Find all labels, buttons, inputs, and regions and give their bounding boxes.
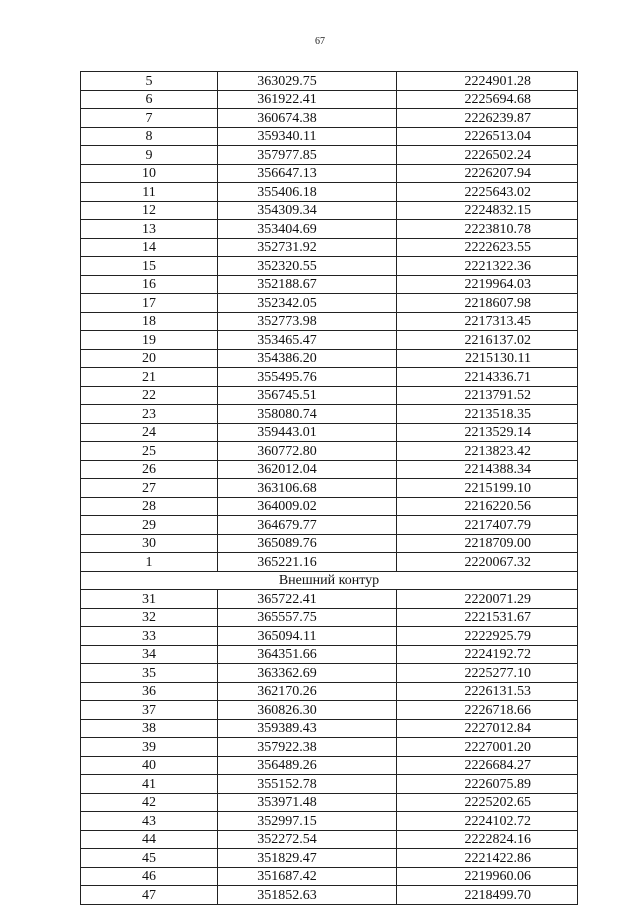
table-row: [81, 534, 578, 553]
point-number-cell: 9: [81, 146, 218, 165]
x-coordinate-cell: 352773.98: [218, 312, 397, 331]
y-coordinate-cell: 2226207.94: [397, 164, 578, 183]
x-coordinate-cell: 352997.15: [218, 812, 397, 831]
point-number-cell: 5: [81, 72, 218, 91]
y-coordinate-cell: 2222824.16: [397, 830, 578, 849]
table-row: [81, 553, 578, 572]
point-number-cell: 23: [81, 405, 218, 424]
x-coordinate-cell: 363106.68: [218, 479, 397, 498]
y-coordinate-cell: 2213791.52: [397, 386, 578, 405]
x-coordinate-cell: 351687.42: [218, 867, 397, 886]
x-coordinate-cell: 358080.74: [218, 405, 397, 424]
page-number: 67: [315, 36, 325, 47]
point-number-cell: 16: [81, 275, 218, 294]
x-coordinate-cell: 351852.63: [218, 886, 397, 905]
x-coordinate-cell: 354386.20: [218, 349, 397, 368]
point-number-cell: 42: [81, 793, 218, 812]
point-number-cell: 26: [81, 460, 218, 479]
point-number-cell: 17: [81, 294, 218, 313]
x-coordinate-cell: 355406.18: [218, 183, 397, 202]
table-row: [81, 812, 578, 831]
x-coordinate-cell: 353404.69: [218, 220, 397, 239]
x-coordinate-cell: 356489.26: [218, 756, 397, 775]
table-row: [81, 90, 578, 109]
point-number-cell: 33: [81, 627, 218, 646]
y-coordinate-cell: 2219960.06: [397, 867, 578, 886]
table-row: [81, 257, 578, 276]
section-row: [81, 571, 578, 590]
table-row: [81, 793, 578, 812]
point-number-cell: 10: [81, 164, 218, 183]
table-row: [81, 497, 578, 516]
x-coordinate-cell: 354309.34: [218, 201, 397, 220]
table-row: [81, 312, 578, 331]
table-row: [81, 719, 578, 738]
y-coordinate-cell: 2215199.10: [397, 479, 578, 498]
y-coordinate-cell: 2221422.86: [397, 849, 578, 868]
table-row: [81, 627, 578, 646]
point-number-cell: 36: [81, 682, 218, 701]
y-coordinate-cell: 2225643.02: [397, 183, 578, 202]
coordinates-table: [80, 71, 578, 905]
y-coordinate-cell: 2222623.55: [397, 238, 578, 257]
x-coordinate-cell: 352731.92: [218, 238, 397, 257]
x-coordinate-cell: 352272.54: [218, 830, 397, 849]
x-coordinate-cell: 362170.26: [218, 682, 397, 701]
y-coordinate-cell: 2214336.71: [397, 368, 578, 387]
x-coordinate-cell: 364009.02: [218, 497, 397, 516]
x-coordinate-cell: 365557.75: [218, 608, 397, 627]
y-coordinate-cell: 2225694.68: [397, 90, 578, 109]
table-row: [81, 294, 578, 313]
y-coordinate-cell: 2227001.20: [397, 738, 578, 757]
point-number-cell: 37: [81, 701, 218, 720]
table-row: [81, 146, 578, 165]
y-coordinate-cell: 2227012.84: [397, 719, 578, 738]
point-number-cell: 13: [81, 220, 218, 239]
y-coordinate-cell: 2213529.14: [397, 423, 578, 442]
point-number-cell: 34: [81, 645, 218, 664]
table-row: [81, 386, 578, 405]
y-coordinate-cell: 2225202.65: [397, 793, 578, 812]
section-title: Внешний контур: [81, 571, 578, 590]
table-row: [81, 442, 578, 461]
table-row: [81, 886, 578, 905]
point-number-cell: 15: [81, 257, 218, 276]
table-row: [81, 867, 578, 886]
y-coordinate-cell: 2224832.15: [397, 201, 578, 220]
point-number-cell: 44: [81, 830, 218, 849]
x-coordinate-cell: 364679.77: [218, 516, 397, 535]
point-number-cell: 6: [81, 90, 218, 109]
point-number-cell: 28: [81, 497, 218, 516]
point-number-cell: 25: [81, 442, 218, 461]
x-coordinate-cell: 360826.30: [218, 701, 397, 720]
y-coordinate-cell: 2226239.87: [397, 109, 578, 128]
point-number-cell: 27: [81, 479, 218, 498]
point-number-cell: 38: [81, 719, 218, 738]
table-row: [81, 664, 578, 683]
table-row: [81, 164, 578, 183]
y-coordinate-cell: 2226131.53: [397, 682, 578, 701]
point-number-cell: 11: [81, 183, 218, 202]
x-coordinate-cell: 361922.41: [218, 90, 397, 109]
point-number-cell: 18: [81, 312, 218, 331]
point-number-cell: 22: [81, 386, 218, 405]
point-number-cell: 20: [81, 349, 218, 368]
x-coordinate-cell: 356647.13: [218, 164, 397, 183]
point-number-cell: 1: [81, 553, 218, 572]
point-number-cell: 45: [81, 849, 218, 868]
x-coordinate-cell: 365094.11: [218, 627, 397, 646]
x-coordinate-cell: 363029.75: [218, 72, 397, 91]
y-coordinate-cell: 2224901.28: [397, 72, 578, 91]
table-row: [81, 183, 578, 202]
x-coordinate-cell: 365722.41: [218, 590, 397, 609]
x-coordinate-cell: 355152.78: [218, 775, 397, 794]
x-coordinate-cell: 351829.47: [218, 849, 397, 868]
x-coordinate-cell: 362012.04: [218, 460, 397, 479]
x-coordinate-cell: 357922.38: [218, 738, 397, 757]
y-coordinate-cell: 2226684.27: [397, 756, 578, 775]
table-row: [81, 238, 578, 257]
table-row: [81, 701, 578, 720]
table-row: [81, 682, 578, 701]
y-coordinate-cell: 2214388.34: [397, 460, 578, 479]
point-number-cell: 46: [81, 867, 218, 886]
table-row: [81, 645, 578, 664]
table-row: [81, 775, 578, 794]
table-row: [81, 849, 578, 868]
table-row: [81, 220, 578, 239]
point-number-cell: 41: [81, 775, 218, 794]
table-row: [81, 738, 578, 757]
y-coordinate-cell: 2218709.00: [397, 534, 578, 553]
point-number-cell: 35: [81, 664, 218, 683]
y-coordinate-cell: 2216137.02: [397, 331, 578, 350]
y-coordinate-cell: 2222925.79: [397, 627, 578, 646]
y-coordinate-cell: 2226075.89: [397, 775, 578, 794]
x-coordinate-cell: 353971.48: [218, 793, 397, 812]
x-coordinate-cell: 365221.16: [218, 553, 397, 572]
y-coordinate-cell: 2218499.70: [397, 886, 578, 905]
x-coordinate-cell: 355495.76: [218, 368, 397, 387]
x-coordinate-cell: 356745.51: [218, 386, 397, 405]
point-number-cell: 30: [81, 534, 218, 553]
y-coordinate-cell: 2220067.32: [397, 553, 578, 572]
x-coordinate-cell: 365089.76: [218, 534, 397, 553]
table-row: [81, 516, 578, 535]
x-coordinate-cell: 352188.67: [218, 275, 397, 294]
y-coordinate-cell: 2215130.11: [397, 349, 578, 368]
table-row: [81, 460, 578, 479]
y-coordinate-cell: 2226513.04: [397, 127, 578, 146]
table-row: [81, 201, 578, 220]
x-coordinate-cell: 360674.38: [218, 109, 397, 128]
table-row: [81, 72, 578, 91]
x-coordinate-cell: 357977.85: [218, 146, 397, 165]
x-coordinate-cell: 364351.66: [218, 645, 397, 664]
table-row: [81, 349, 578, 368]
x-coordinate-cell: 363362.69: [218, 664, 397, 683]
y-coordinate-cell: 2226502.24: [397, 146, 578, 165]
y-coordinate-cell: 2224192.72: [397, 645, 578, 664]
x-coordinate-cell: 353465.47: [218, 331, 397, 350]
x-coordinate-cell: 360772.80: [218, 442, 397, 461]
point-number-cell: 19: [81, 331, 218, 350]
point-number-cell: 31: [81, 590, 218, 609]
point-number-cell: 24: [81, 423, 218, 442]
x-coordinate-cell: 352320.55: [218, 257, 397, 276]
point-number-cell: 12: [81, 201, 218, 220]
point-number-cell: 43: [81, 812, 218, 831]
y-coordinate-cell: 2226718.66: [397, 701, 578, 720]
point-number-cell: 7: [81, 109, 218, 128]
y-coordinate-cell: 2221531.67: [397, 608, 578, 627]
table-row: [81, 331, 578, 350]
point-number-cell: 21: [81, 368, 218, 387]
table-row: [81, 127, 578, 146]
table-row: [81, 275, 578, 294]
y-coordinate-cell: 2217407.79: [397, 516, 578, 535]
point-number-cell: 29: [81, 516, 218, 535]
table-row: [81, 109, 578, 128]
table-row: [81, 423, 578, 442]
point-number-cell: 39: [81, 738, 218, 757]
table-row: [81, 405, 578, 424]
point-number-cell: 8: [81, 127, 218, 146]
y-coordinate-cell: 2217313.45: [397, 312, 578, 331]
table-row: [81, 756, 578, 775]
y-coordinate-cell: 2219964.03: [397, 275, 578, 294]
point-number-cell: 40: [81, 756, 218, 775]
y-coordinate-cell: 2213518.35: [397, 405, 578, 424]
table-row: [81, 479, 578, 498]
y-coordinate-cell: 2224102.72: [397, 812, 578, 831]
point-number-cell: 14: [81, 238, 218, 257]
table-row: [81, 608, 578, 627]
y-coordinate-cell: 2216220.56: [397, 497, 578, 516]
x-coordinate-cell: 359340.11: [218, 127, 397, 146]
x-coordinate-cell: 359389.43: [218, 719, 397, 738]
x-coordinate-cell: 359443.01: [218, 423, 397, 442]
y-coordinate-cell: 2223810.78: [397, 220, 578, 239]
coordinates-table-body: [81, 72, 578, 905]
table-row: [81, 368, 578, 387]
y-coordinate-cell: 2220071.29: [397, 590, 578, 609]
y-coordinate-cell: 2213823.42: [397, 442, 578, 461]
y-coordinate-cell: 2225277.10: [397, 664, 578, 683]
x-coordinate-cell: 352342.05: [218, 294, 397, 313]
y-coordinate-cell: 2218607.98: [397, 294, 578, 313]
y-coordinate-cell: 2221322.36: [397, 257, 578, 276]
point-number-cell: 32: [81, 608, 218, 627]
table-row: [81, 590, 578, 609]
table-row: [81, 830, 578, 849]
point-number-cell: 47: [81, 886, 218, 905]
